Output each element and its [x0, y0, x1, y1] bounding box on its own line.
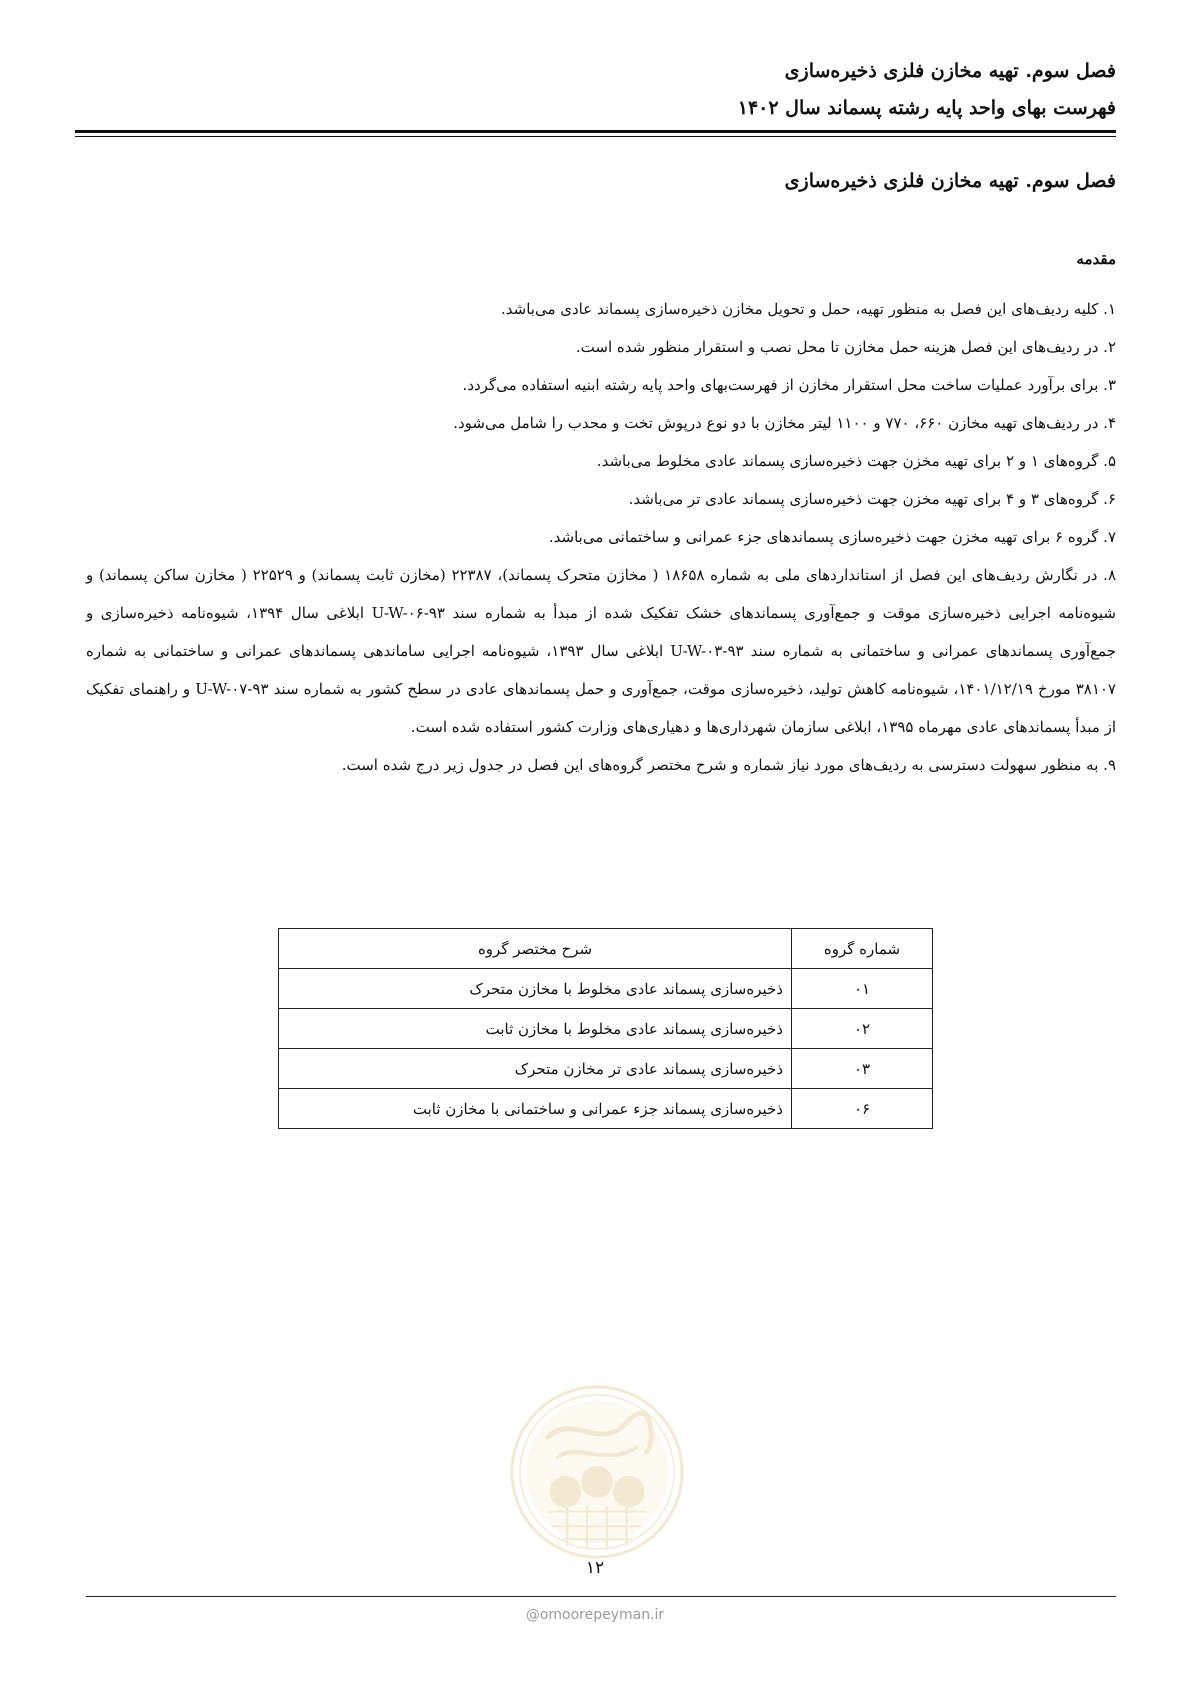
- group-number-cell: ۰۶: [792, 1089, 933, 1129]
- group-table: [278, 928, 933, 1129]
- group-number-cell: ۰۳: [792, 1049, 933, 1089]
- group-description-cell: ذخیره‌سازی پسماند عادی مخلوط با مخازن متحرک: [279, 969, 792, 1009]
- list-item: ۹. به منظور سهولت دسترسی به ردیف‌های مورد نیاز شماره و شرح مختصر گروه‌های این فصل در جدول زیر درج شده است.: [341, 756, 1116, 774]
- introduction-heading: مقدمه: [1076, 250, 1116, 268]
- header-chapter-title: فصل سوم. تهیه مخازن فلزی ذخیره‌سازی: [784, 60, 1116, 82]
- table-header-row: [279, 929, 933, 969]
- introduction-list: [86, 290, 1116, 784]
- list-item: ۸. در نگارش ردیف‌های این فصل از استانداردهای ملی به شماره ۱۸۶۵۸ ( مخازن متحرک پسماند)، ۲۲۳۸۷ (مخازن ثابت پسماند) و ۲۲۵۲۹ ( مخازن ساکن پسماند) و شیوه‌نامه اجرایی ذخیره‌سازی موقت و جمع‌آوری پسماندهای خشک تفکیک شده از مبدأ به شماره سند ۹۳-U-W-۰۶ ابلاغی سال ۱۳۹۴، شیوه‌نامه ذخیره‌سازی و جمع‌آوری پسماندهای عمرانی و ساختمانی به شماره سند ۹۳-U-W-۰۳ ابلاغی سال ۱۳۹۳، شیوه‌نامه اجرایی ساماندهی پسماندهای عمرانی و ساختمانی به شماره ۳۸۱۰۷ مورخ ۱۴۰۱/۱۲/۱۹، شیوه‌نامه کاهش تولید، ذخیره‌سازی موقت، جمع‌آوری و حمل پسماندهای عادی در سطح کشور به شماره سند ۹۳-U-W-۰۷ و راهنمای تفکیک از مبدأ پسماندهای عادی مهرماه ۱۳۹۵، ابلاغی سازمان شهرداری‌ها و دهیاری‌های وزارت کشور استفاده شده است.: [86, 566, 1116, 736]
- header-divider-thick: [75, 130, 1116, 133]
- table-row: [279, 1089, 933, 1129]
- list-item: ۲. در ردیف‌های این فصل هزینه حمل مخازن تا محل نصب و استقرار منظور شده است.: [575, 338, 1116, 356]
- column-header-group-number: شماره گروه: [792, 929, 933, 969]
- header-document-title: فهرست بهای واحد پایه رشته پسماند سال ۱۴۰۲: [737, 97, 1116, 119]
- group-description-cell: ذخیره‌سازی پسماند عادی مخلوط با مخازن ثابت: [279, 1009, 792, 1049]
- list-item: ۱. کلیه ردیف‌های این فصل به منظور تهیه، حمل و تحویل مخازن ذخیره‌سازی پسماند عادی می‌باشد.: [501, 300, 1116, 318]
- list-item: ۴. در ردیف‌های تهیه مخازن ۶۶۰، ۷۷۰ و ۱۱۰۰ لیتر مخازن با دو نوع درپوش تخت و محدب را شامل می‌شود.: [453, 414, 1116, 432]
- watermark-seal-logo: [508, 1383, 686, 1561]
- list-item: ۷. گروه ۶ برای تهیه مخزن جهت ذخیره‌سازی پسماندهای جزء عمرانی و ساختمانی می‌باشد.: [548, 528, 1116, 546]
- group-number-cell: ۰۱: [792, 969, 933, 1009]
- table-row: [279, 969, 933, 1009]
- group-number-cell: ۰۲: [792, 1009, 933, 1049]
- header-divider-thin: [75, 136, 1116, 137]
- table-row: [279, 1009, 933, 1049]
- table-row: [279, 1049, 933, 1089]
- group-description-cell: ذخیره‌سازی پسماند جزء عمرانی و ساختمانی با مخازن ثابت: [279, 1089, 792, 1129]
- list-item: ۵. گروه‌های ۱ و ۲ برای تهیه مخزن جهت ذخیره‌سازی پسماند عادی مخلوط می‌باشد.: [596, 452, 1116, 470]
- page-number: ۱۲: [585, 1558, 605, 1578]
- footer-website-link[interactable]: @omoorepeyman.ir: [525, 1607, 665, 1623]
- section-title: فصل سوم. تهیه مخازن فلزی ذخیره‌سازی: [784, 170, 1116, 192]
- column-header-group-description: شرح مختصر گروه: [279, 929, 792, 969]
- list-item: ۶. گروه‌های ۳ و ۴ برای تهیه مخزن جهت ذخیره‌سازی پسماند عادی تر می‌باشد.: [628, 490, 1116, 508]
- footer-divider: [86, 1596, 1116, 1597]
- group-description-cell: ذخیره‌سازی پسماند عادی تر مخازن متحرک: [279, 1049, 792, 1089]
- list-item: ۳. برای برآورد عملیات ساخت محل استقرار مخازن از فهرست‌بهای واحد پایه رشته ابنیه استفاده می‌گردد.: [462, 376, 1116, 394]
